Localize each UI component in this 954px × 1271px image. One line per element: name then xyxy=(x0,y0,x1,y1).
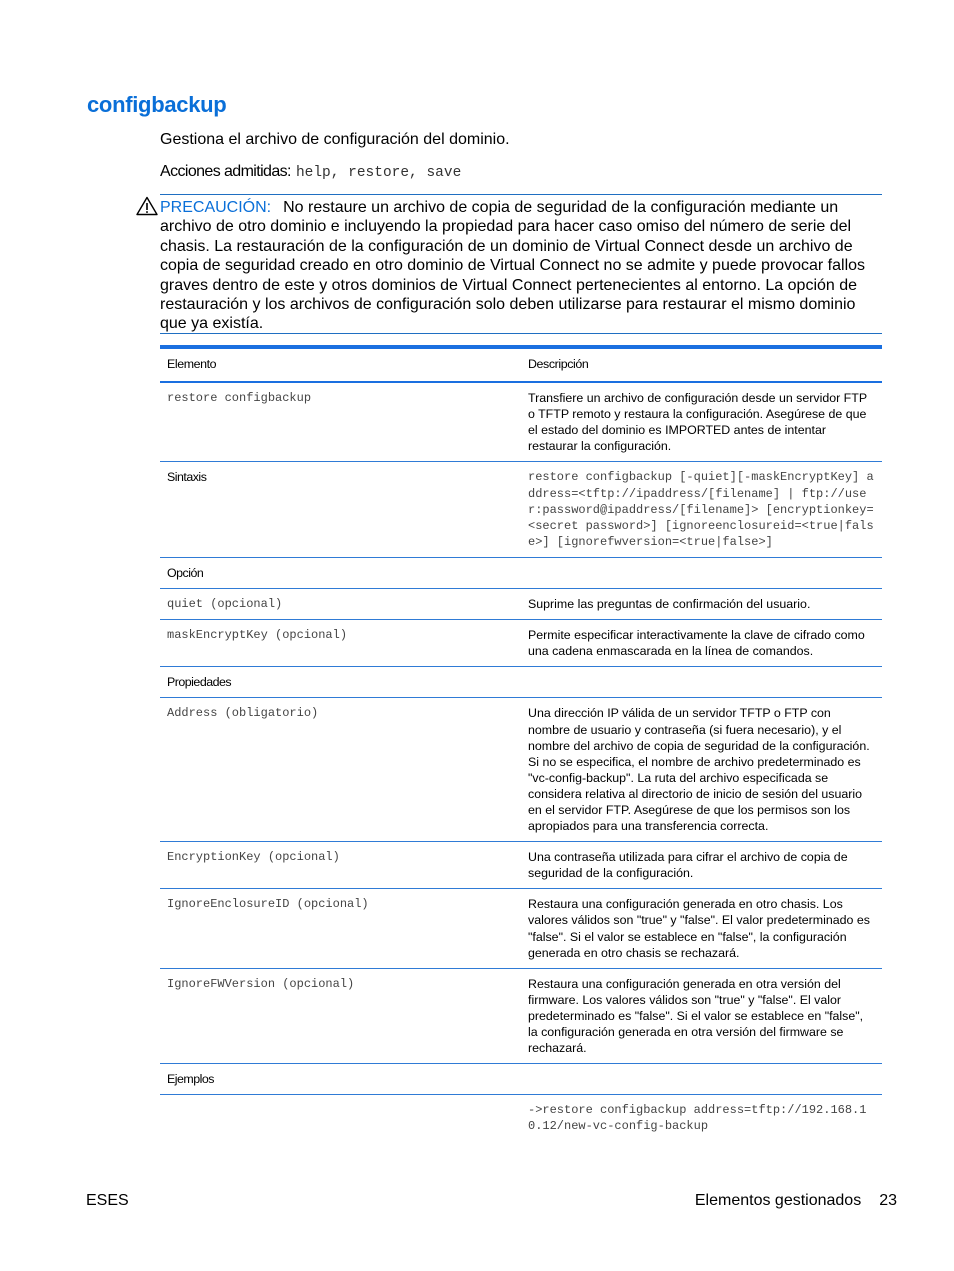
footer-locale: ESES xyxy=(86,1192,129,1209)
section-properties: Propiedades xyxy=(160,667,520,698)
row-element: maskEncryptKey (opcional) xyxy=(160,620,520,667)
supported-actions: Acciones admitidas: help, restore, save xyxy=(160,163,462,181)
table-row xyxy=(160,842,882,889)
actions-values: help, restore, save xyxy=(295,165,462,181)
row-element: restore configbackup xyxy=(160,382,520,462)
row-description xyxy=(520,1064,882,1095)
row-description: Una contraseña utilizada para cifrar el archivo de copia de seguridad de la configuración. xyxy=(520,842,882,889)
table-row xyxy=(160,968,882,1063)
header-descripcion: Descripción xyxy=(520,349,882,382)
header-elemento: Elemento xyxy=(160,349,520,382)
footer-section xyxy=(695,1192,897,1210)
table-row xyxy=(160,589,882,620)
command-table xyxy=(160,345,882,1141)
warning-icon xyxy=(136,196,158,216)
row-element: IgnoreEnclosureID (opcional) xyxy=(160,889,520,968)
actions-label: Acciones admitidas xyxy=(160,163,288,180)
row-description xyxy=(520,557,882,588)
section-syntax: Sintaxis xyxy=(160,462,520,557)
table-row xyxy=(160,557,882,588)
syntax-text: restore configbackup [-quiet][-maskEncryptKey] address=<tftp://ipaddress/[filename] | ftp://user:password@ipaddress/[filename]> [encryptionkey=<secret password>] [ignoreenclosureid=<true|false>] [ignorefwversion=<true|false>] xyxy=(520,462,882,557)
table-row xyxy=(160,1064,882,1095)
section-examples: Ejemplos xyxy=(160,1064,520,1095)
table-row xyxy=(160,382,882,462)
table-row xyxy=(160,667,882,698)
table-row xyxy=(160,620,882,667)
caution-label: PRECAUCIÓN: xyxy=(160,199,272,216)
row-description: Una dirección IP válida de un servidor TFTP o FTP con nombre de usuario y contraseña (si fuera necesario), y el nombre del archivo de copia de seguridad de la configuración. Si no se especifica, el nombre de archivo predeterminado es "vc-config-backup". La ruta del archivo especificada se considera relativa al directorio de inicio de sesión del usuario en el servidor FTP. Asegúrese de que los permisos son los apropiados para una transferencia correcta. xyxy=(520,698,882,842)
row-element: quiet (opcional) xyxy=(160,589,520,620)
row-description: Permite especificar interactivamente la clave de cifrado como una cadena enmascarada en la línea de comandos. xyxy=(520,620,882,667)
table-row xyxy=(160,462,882,557)
row-description: Transfiere un archivo de configuración desde un servidor FTP o TFTP remoto y restaura la configuración. Asegúrese de que el estado del dominio es IMPORTED antes de intentar restaurar la configuración. xyxy=(520,382,882,462)
row-description xyxy=(520,667,882,698)
intro-text: Gestiona el archivo de configuración del dominio. xyxy=(160,131,510,148)
caution-box xyxy=(160,194,882,334)
section-option: Opción xyxy=(160,557,520,588)
table-row xyxy=(160,1095,882,1142)
page-number: 23 xyxy=(879,1192,897,1209)
row-description: Suprime las preguntas de confirmación del usuario. xyxy=(520,589,882,620)
row-element: Address (obligatorio) xyxy=(160,698,520,842)
row-element xyxy=(160,1095,520,1142)
footer-section-title: Elementos gestionados xyxy=(694,1192,862,1209)
example-command: ->restore configbackup address=tftp://192.168.10.12/new-vc-config-backup xyxy=(528,1103,867,1134)
caution-body: No restaure un archivo de copia de seguridad de la configuración mediante un archivo de otro dominio e incluyendo la propiedad para hacer caso omiso del número de serie del chasis. La restauración de la configuración de un dominio de Virtual Connect desde un archivo de copia de seguridad creado en otro dominio de Virtual Connect no se admite y puede provocar fallos graves dentro de este y otros dominios de Virtual Connect pertenecientes al entorno. La opción de restauración y los archivos de configuración solo deben utilizarse para restaurar el mismo dominio que ya existía. xyxy=(160,199,866,333)
row-element: EncryptionKey (opcional) xyxy=(160,842,520,889)
table-row xyxy=(160,889,882,968)
table-row xyxy=(160,698,882,842)
row-element: IgnoreFWVersion (opcional) xyxy=(160,968,520,1063)
page-title: configbackup xyxy=(87,92,227,117)
row-description: Restaura una configuración generada en otra versión del firmware. Los valores válidos son "true" y "false". El valor predeterminado es "false". Si el valor se establece en "false", la configuración generada en otra versión del firmware se rechazará. xyxy=(520,968,882,1063)
table-header-row xyxy=(160,349,882,382)
row-description: Restaura una configuración generada en otro chasis. Los valores válidos son "true" y "false". El valor predeterminado es "false". Si el valor se establece en "false", la configuración generada en otro chasis se rechazará. xyxy=(520,889,882,968)
caution-paragraph xyxy=(160,198,882,334)
